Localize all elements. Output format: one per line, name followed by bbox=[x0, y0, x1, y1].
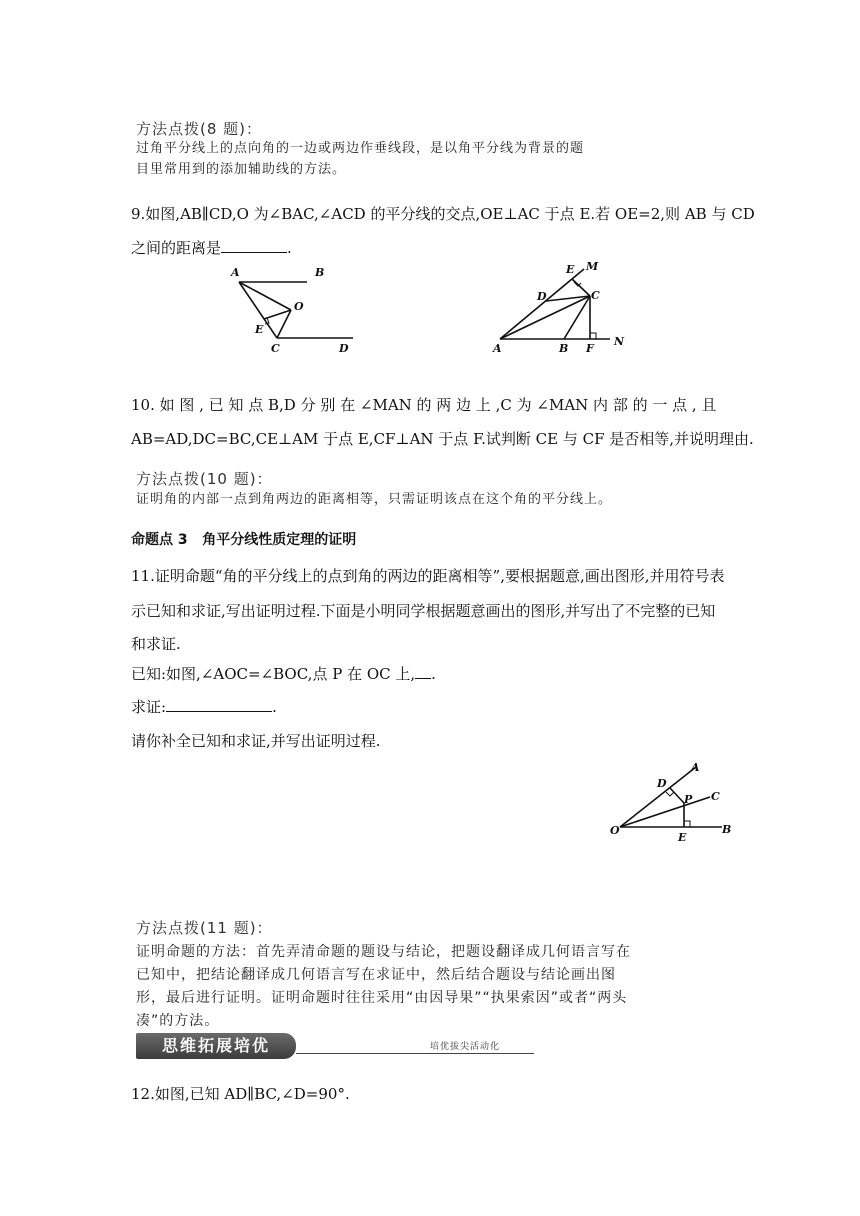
q11-prove bbox=[131, 697, 277, 717]
q9-label-o: O bbox=[294, 300, 304, 313]
q11-given-text: 已知:如图,∠AOC=∠BOC,点 P 在 OC 上, bbox=[131, 665, 416, 683]
tip11-line4: 凑”的方法。 bbox=[136, 1013, 220, 1029]
section3-label: 命题点 3 bbox=[131, 532, 188, 548]
q11-line1: 11.证明命题“角的平分线上的点到角的两边的距离相等”,要根据题意,画出图形,并用符号表 bbox=[131, 567, 725, 585]
tip11-line2: 已知中，把结论翻译成几何语言写在求证中，然后结合题设与结论画出图 bbox=[136, 967, 616, 983]
q10-label-m: M bbox=[586, 260, 599, 273]
q11-line2: 示已知和求证,写出证明过程.下面是小明同学根据题意画出的图形,并写出了不完整的已知 bbox=[131, 602, 716, 620]
q10-label-e: E bbox=[566, 263, 575, 276]
q9-line2-prefix: 之间的距离是 bbox=[131, 239, 222, 257]
q9-label-e: E bbox=[255, 323, 264, 336]
q11-prove-blank[interactable] bbox=[166, 697, 272, 712]
q11-given-blank[interactable] bbox=[415, 664, 431, 679]
tip11-line1: 证明命题的方法：首先弄清命题的题设与结论，把题设翻译成几何语言写在 bbox=[136, 944, 631, 960]
q11-prove-end: . bbox=[272, 698, 277, 716]
q11-label-p: P bbox=[684, 793, 693, 806]
q11-line3: 和求证. bbox=[131, 635, 181, 653]
q11-instruction: 请你补全已知和求证,并写出证明过程. bbox=[131, 732, 381, 750]
tip10-title: 方法点拨(10 题)： bbox=[136, 470, 273, 488]
q9-answer-blank[interactable] bbox=[221, 238, 287, 253]
q10-label-b: B bbox=[559, 342, 569, 355]
section-banner: 思维拓展培优 bbox=[136, 1033, 296, 1059]
q10-label-f: F bbox=[586, 342, 594, 355]
q10-label-a: A bbox=[493, 342, 502, 355]
q10-label-n: N bbox=[614, 335, 625, 348]
q9-figure bbox=[225, 262, 365, 358]
tip8-line1: 过角平分线上的点向角的一边或两边作垂线段，是以角平分线为背景的题 bbox=[136, 141, 585, 156]
q11-given bbox=[131, 664, 436, 684]
q11-label-a: A bbox=[691, 761, 700, 774]
tip11-title: 方法点拨(11 题)： bbox=[136, 919, 273, 937]
q11-label-d: D bbox=[657, 777, 667, 790]
q11-label-b: B bbox=[722, 823, 732, 836]
q9-label-c: C bbox=[271, 342, 280, 355]
q9-label-a: A bbox=[231, 266, 240, 279]
q11-label-o: O bbox=[610, 824, 620, 837]
q9-line1: 9.如图,AB∥CD,O 为∠BAC,∠ACD 的平分线的交点,OE⊥AC 于点 E.若 OE=2,则 AB 与 CD bbox=[131, 205, 755, 223]
q9-label-d: D bbox=[339, 342, 349, 355]
q11-label-c: C bbox=[711, 790, 720, 803]
tip8-line2: 目里常用到的添加辅助线的方法。 bbox=[136, 162, 347, 177]
q10-figure bbox=[488, 256, 638, 356]
q9-line2 bbox=[131, 238, 292, 258]
section3-title: 角平分线性质定理的证明 bbox=[202, 532, 357, 548]
banner-divider bbox=[296, 1053, 534, 1054]
q10-line1: 10. 如 图 , 已 知 点 B,D 分 别 在 ∠MAN 的 两 边 上 ,C 为 ∠MAN 内 部 的 一 点 , 且 bbox=[131, 396, 717, 414]
q12-line1: 12.如图,已知 AD∥BC,∠D=90°. bbox=[131, 1085, 350, 1103]
q11-figure bbox=[606, 755, 742, 845]
banner-note: 培优拔尖活动化 bbox=[430, 1042, 501, 1052]
tip11-line3: 形，最后进行证明。证明命题时往往采用“由因导果”“执果索因”或者“两头 bbox=[136, 990, 628, 1006]
q11-prove-text: 求证: bbox=[131, 698, 167, 716]
q10-label-d: D bbox=[537, 290, 547, 303]
q11-given-end: . bbox=[431, 665, 436, 683]
q10-label-c: C bbox=[591, 289, 600, 302]
section3-heading bbox=[131, 529, 356, 549]
tip10-line1: 证明角的内部一点到角两边的距离相等，只需证明该点在这个角的平分线上。 bbox=[136, 492, 613, 507]
q11-label-e: E bbox=[678, 831, 687, 844]
q10-line2: AB=AD,DC=BC,CE⊥AM 于点 E,CF⊥AN 于点 F.试判断 CE 与 CF 是否相等,并说明理由. bbox=[131, 430, 754, 448]
q9-line2-suffix: . bbox=[287, 239, 292, 257]
tip8-title: 方法点拨(8 题)： bbox=[136, 120, 263, 138]
q9-label-b: B bbox=[315, 266, 325, 279]
